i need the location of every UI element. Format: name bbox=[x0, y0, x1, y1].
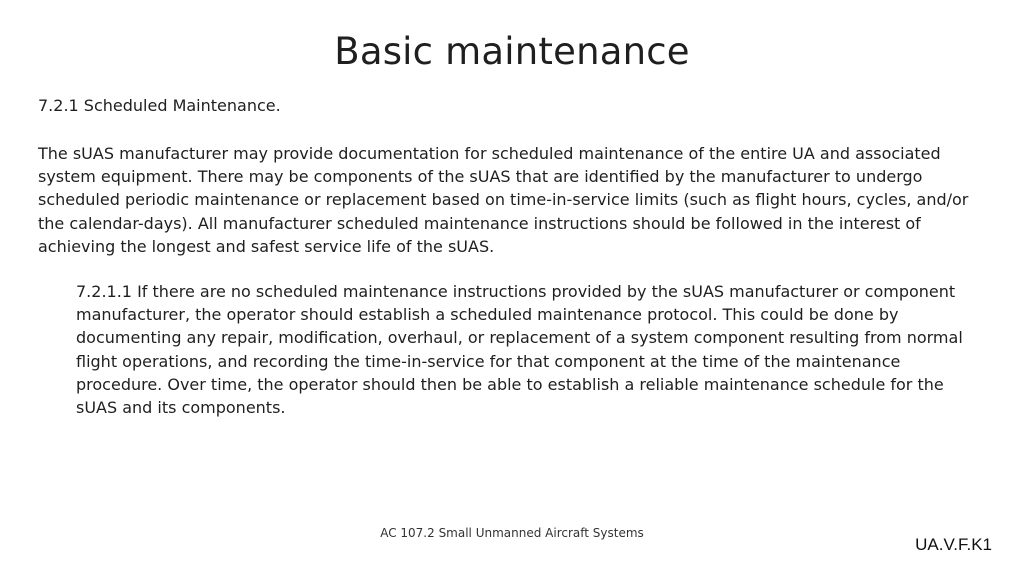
slide-title: Basic maintenance bbox=[334, 30, 690, 73]
footer-source: AC 107.2 Small Unmanned Aircraft Systems bbox=[380, 526, 644, 540]
section-heading: 7.2.1 Scheduled Maintenance. bbox=[38, 96, 281, 115]
paragraph-sub: 7.2.1.1 If there are no scheduled maintenance instructions provided by the sUAS manufacturer or component manufacturer, the operator should establish a scheduled maintenance protocol. This could be done by documenting any repair, modification, overhaul, or replacement of a system component resulting from normal flight operations, and recording the time-in-service for that component at the time of the maintenance procedure. Over time, the operator should then be able to establish a reliable maintenance schedule for the sUAS and its components. bbox=[76, 282, 963, 418]
reference-code: UA.V.F.K1 bbox=[915, 535, 992, 554]
paragraph-main: The sUAS manufacturer may provide documentation for scheduled maintenance of the entire UA and associated system equipment. There may be components of the sUAS that are identified by the manufacturer to undergo scheduled periodic maintenance or replacement based on time-in-service limits (such as flight hours, cycles, and/or the calendar-days). All manufacturer scheduled maintenance instructions should be followed in the interest of achieving the longest and safest service life of the sUAS. bbox=[38, 144, 969, 256]
